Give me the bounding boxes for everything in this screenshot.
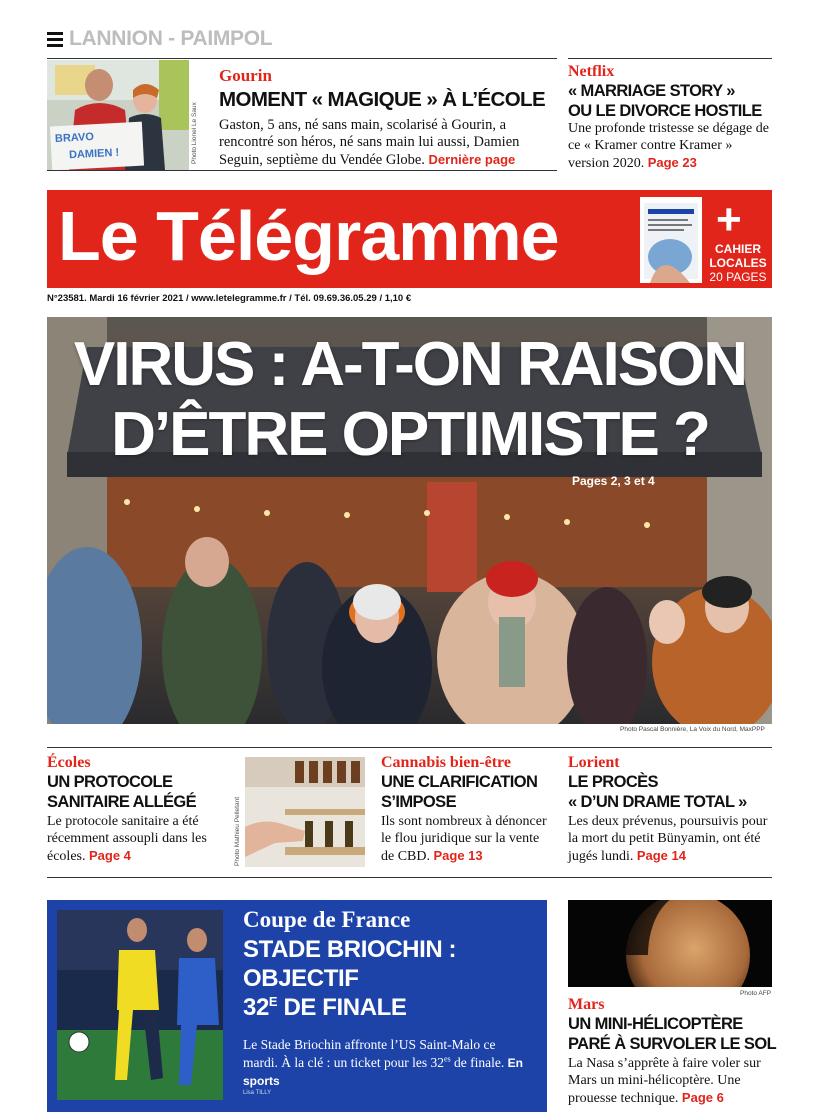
cannabis-text: Ils sont nombreux à dénoncer le flou juridique sur la vente de CBD. bbox=[381, 814, 547, 864]
photo-credit: Photo Pascal Bonnière, La Voix du Nord, MaxPPP bbox=[620, 726, 765, 733]
sport-body bbox=[243, 1036, 533, 1091]
cahier-pages: 20 PAGES bbox=[709, 269, 767, 284]
ecoles-text: Le protocole sanitaire a été récemment assoupli dans les écoles. bbox=[47, 814, 207, 864]
issue-line: N°23581. Mardi 16 février 2021 / www.letelegramme.fr / Tél. 09.69.36.05.29 / 1,10 € bbox=[47, 293, 412, 304]
ecoles-headline-1[interactable]: UN PROTOCOLE bbox=[47, 773, 173, 791]
sport-headline-3 bbox=[243, 994, 456, 1023]
cannabis-page-link[interactable]: Page 13 bbox=[433, 847, 483, 863]
lorient-headline-2[interactable]: « D’UN DRAME TOTAL » bbox=[568, 793, 747, 811]
gourin-photo[interactable] bbox=[47, 60, 189, 170]
mars-headline-1[interactable]: UN MINI-HÉLICOPTÈRE bbox=[568, 1015, 743, 1033]
sport-headline-2: OBJECTIF bbox=[243, 964, 359, 992]
gourin-page-link[interactable]: Dernière page bbox=[428, 151, 516, 167]
lorient-headline-1[interactable]: LE PROCÈS bbox=[568, 773, 658, 791]
cahier-line-2: LOCALES bbox=[709, 255, 767, 270]
lorient-kicker: Lorient bbox=[568, 754, 620, 771]
divider bbox=[47, 58, 557, 59]
netflix-kicker: Netflix bbox=[568, 63, 615, 80]
menu-icon[interactable] bbox=[47, 32, 63, 48]
mars-page-link[interactable]: Page 6 bbox=[681, 1089, 724, 1105]
gourin-headline[interactable]: MOMENT « MAGIQUE » À L’ÉCOLE bbox=[219, 88, 546, 111]
sport-headline-3a: 32 bbox=[243, 993, 269, 1021]
cahier-line-1: CAHIER bbox=[714, 242, 761, 256]
divider bbox=[568, 58, 772, 59]
ecoles-headline-2[interactable]: SANITAIRE ALLÉGÉ bbox=[47, 793, 196, 811]
lorient-body bbox=[568, 814, 770, 865]
gourin-body bbox=[219, 117, 554, 169]
netflix-page-link[interactable]: Page 23 bbox=[647, 154, 697, 170]
lorient-text: Les deux prévenus, poursuivis pour la mort du petit Bünyamin, ont été jugés lundi. bbox=[568, 814, 768, 864]
photo-credit: Lisa TILLY bbox=[243, 1090, 272, 1096]
mars-kicker: Mars bbox=[568, 996, 605, 1013]
mars-photo[interactable] bbox=[568, 900, 772, 987]
photo-credit: Photo Mathieu Pelletant bbox=[234, 796, 241, 866]
ecoles-page-link[interactable]: Page 4 bbox=[88, 847, 131, 863]
cahier-locales-label[interactable] bbox=[706, 243, 770, 284]
hero-headline-line-2: D’ÊTRE OPTIMISTE ? bbox=[111, 400, 709, 470]
sport-headline-3b: DE FINALE bbox=[277, 993, 407, 1021]
sign-text-damien: DAMIEN ! bbox=[68, 146, 120, 162]
hero-page-link[interactable]: Pages 2, 3 et 4 bbox=[572, 474, 655, 488]
sport-text-a: Le Stade Briochin affronte l’US Saint-Malo ce mardi. À la clé : un ticket pour les 32 bbox=[243, 1037, 496, 1071]
sport-text-b: de finale. bbox=[450, 1055, 505, 1071]
mars-body bbox=[568, 1056, 772, 1107]
gourin-kicker: Gourin bbox=[219, 66, 272, 85]
mars-headline-2[interactable]: PARÉ À SURVOLER LE SOL bbox=[568, 1035, 777, 1053]
football-photo[interactable] bbox=[57, 910, 223, 1100]
divider bbox=[47, 877, 772, 878]
photo-credit: Photo AFP bbox=[740, 990, 772, 997]
cannabis-headline-1[interactable]: UNE CLARIFICATION bbox=[381, 773, 538, 791]
logo[interactable]: Le Télégramme bbox=[58, 197, 559, 275]
cannabis-body bbox=[381, 814, 553, 865]
netflix-text: Une profonde tristesse se dégage de ce « Kramer contre Kramer » version 2020. bbox=[568, 121, 769, 171]
sport-text-sup: es bbox=[443, 1054, 451, 1064]
cannabis-headline-2[interactable]: S’IMPOSE bbox=[381, 793, 456, 811]
sport-kicker: Coupe de France bbox=[243, 907, 411, 932]
sign-text-bravo: BRAVO bbox=[54, 130, 95, 146]
ecoles-body bbox=[47, 814, 227, 865]
plus-icon: + bbox=[716, 195, 742, 244]
locales-thumbnail[interactable] bbox=[640, 197, 702, 283]
sport-headline-3sup: E bbox=[268, 993, 278, 1009]
hero-headline[interactable] bbox=[60, 330, 760, 470]
sport-page-link[interactable]: En sports bbox=[243, 1056, 523, 1089]
gourin-text: Gaston, 5 ans, né sans main, scolarisé à Gourin, a rencontré son héros, né sans main lui aussi, Damien Seguin, septième du Vendée Globe. bbox=[219, 117, 520, 168]
divider bbox=[47, 747, 772, 748]
cannabis-photo[interactable] bbox=[245, 757, 365, 867]
netflix-body bbox=[568, 121, 772, 172]
hero-headline-line-1: VIRUS : A-T-ON RAISON bbox=[73, 330, 747, 399]
edition-label: LANNION - PAIMPOL bbox=[69, 27, 273, 50]
sport-headline[interactable] bbox=[243, 936, 456, 1022]
sport-headline-1: STADE BRIOCHIN : bbox=[243, 936, 457, 963]
photo-credit: Photo Lionel Le Saux bbox=[191, 102, 198, 164]
cannabis-kicker: Cannabis bien-être bbox=[381, 754, 511, 771]
netflix-headline-1[interactable]: « MARRIAGE STORY » bbox=[568, 82, 735, 100]
mars-text: La Nasa s’apprête à faire voler sur Mars un mini-hélicoptère. Une prouesse technique. bbox=[568, 1056, 761, 1106]
netflix-headline-2[interactable]: OU LE DIVORCE HOSTILE bbox=[568, 102, 762, 120]
ecoles-kicker: Écoles bbox=[47, 754, 91, 771]
divider bbox=[47, 170, 557, 171]
lorient-page-link[interactable]: Page 14 bbox=[636, 847, 686, 863]
